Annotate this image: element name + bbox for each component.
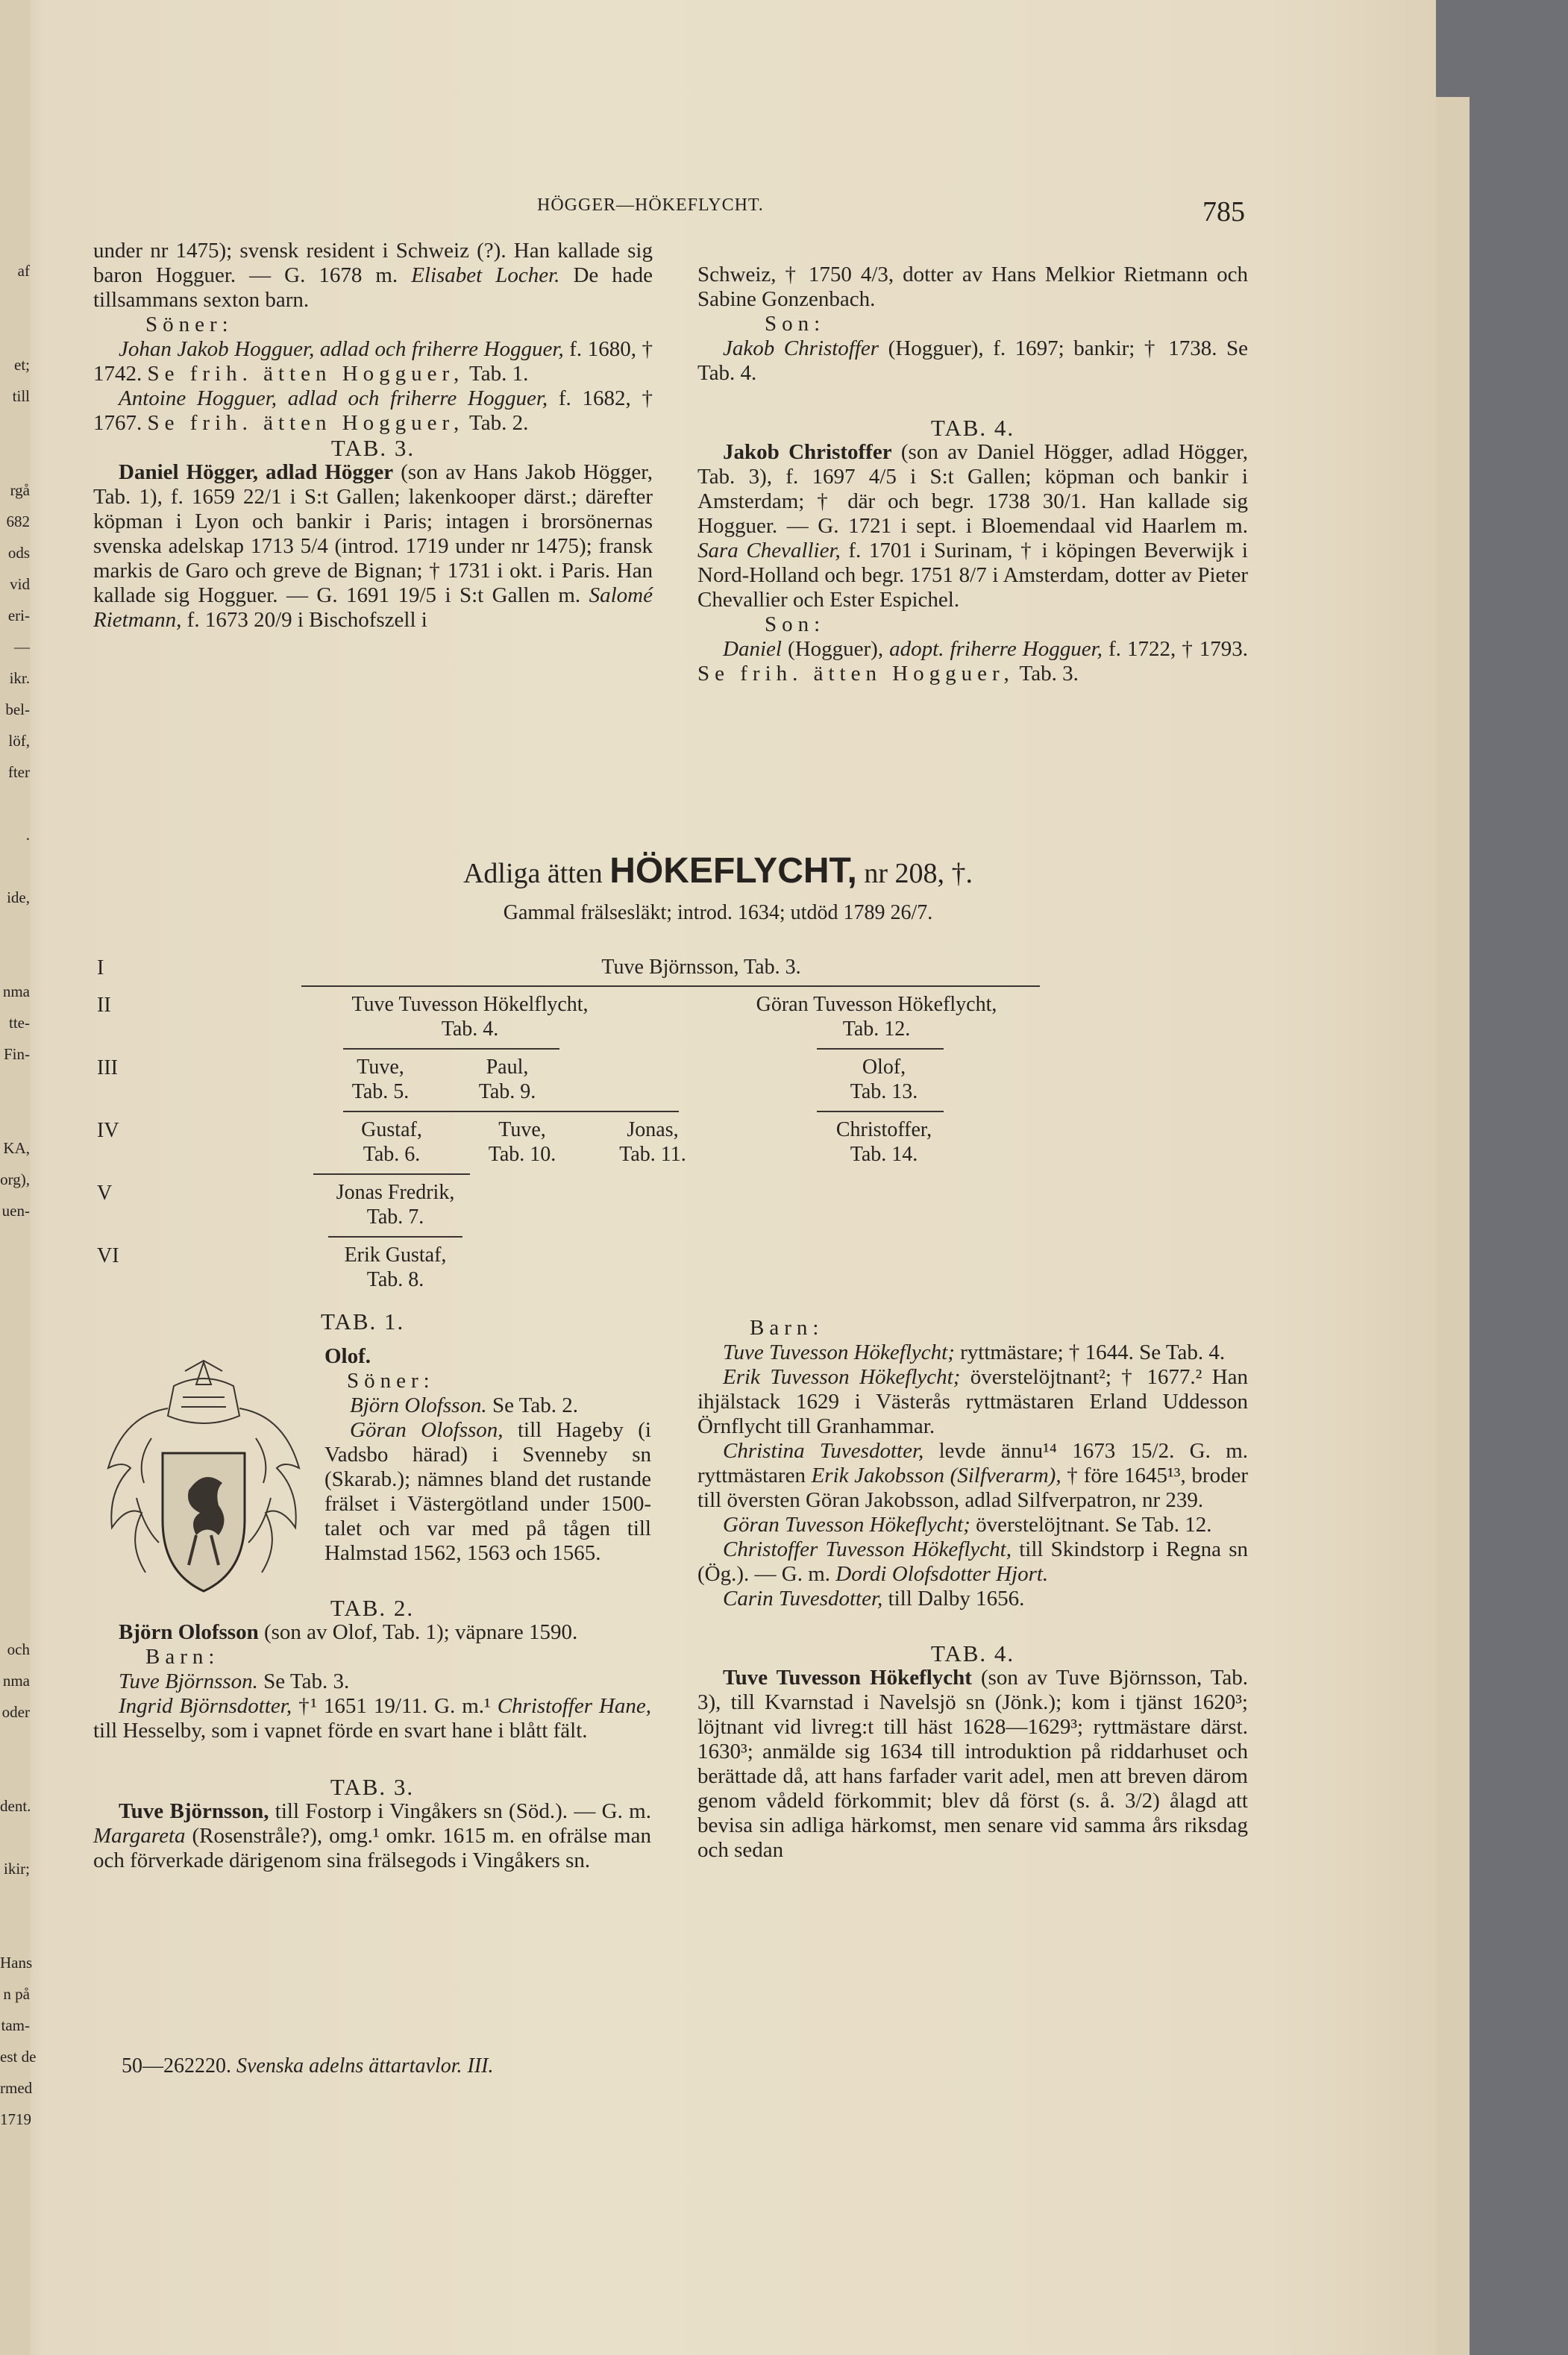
previous-page-fragment: dent. bbox=[0, 1797, 31, 1815]
generation-label: I bbox=[97, 956, 104, 979]
previous-page-fragment: Fin- bbox=[3, 1045, 30, 1063]
page-number: 785 bbox=[1202, 196, 1245, 228]
previous-page-fragment: est de bbox=[0, 2048, 37, 2066]
tree-node: Tuve, Tab. 10. bbox=[488, 1118, 556, 1166]
generation-label: II bbox=[97, 994, 111, 1017]
tree-connector bbox=[328, 1236, 462, 1238]
previous-page-fragment: uen- bbox=[1, 1202, 30, 1220]
tree-node: Gustaf, Tab. 6. bbox=[361, 1118, 422, 1166]
previous-page-fragment: org), bbox=[0, 1170, 30, 1188]
running-title: HÖGGER—HÖKEFLYCHT. bbox=[537, 195, 764, 215]
previous-page-fragment: . bbox=[25, 826, 30, 844]
previous-page-fragment: till bbox=[12, 387, 30, 405]
top-left-column: under nr 1475); svensk resident i Schweiz (?). Han kallade sig baron Hogguer. — G. 1678 m. Elisabet Locher. De hade tillsammans sexton barn. Söner: Johan Jakob Hogguer, adlad och friherre Hogguer, f. 1680, † 1742. Se frih. ätten Hogguer, Tab. 1. Antoine Hogguer, adlad och friherre Hogguer, f. 1682, † 1767. Se frih. ätten Hogguer, Tab. 2. TAB. 3. Daniel Högger, adlad Högger (son av Hans Jakob Högger, Tab. 1), f. 1659 22/1 i S:t Gallen; lakenkooper därst.; därefter köpman i Lyon och bankir i Paris; intagen i brorsönernas svenska adelskap 1713 5/4 (introd. 1719 under nr 1475); fransk markis de Garo och greve de Bignan; † 1731 i okt. i Paris. Han kallade sig Hogguer. — G. 1691 19/5 i S:t Gallen m. Salomé Rietmann, f. 1673 20/9 i Bischofszell i bbox=[93, 239, 653, 632]
previous-page-fragment: löf, bbox=[8, 732, 30, 750]
previous-page-fragment: rmed bbox=[0, 2079, 33, 2097]
tree-connector bbox=[301, 985, 1040, 987]
previous-page-fragment: ikir; bbox=[4, 1860, 30, 1878]
previous-page-fragment: ide, bbox=[7, 888, 30, 906]
tree-node: Tuve, Tab. 5. bbox=[351, 1056, 410, 1103]
tree-node: Tuve Tuvesson Hökelflycht, Tab. 4. bbox=[351, 993, 589, 1041]
top-right-column: Schweiz, † 1750 4/3, dotter av Hans Melkior Rietmann och Sabine Gonzenbach. Son: Jakob Christoffer (Hogguer), f. 1697; bankir; † 1738. Se Tab. 4. TAB. 4. Jakob Christoffer (son av Daniel Högger, adlad Högger, Tab. 3), f. 1697 4/5 i S:t Gallen; köpman och bankir i Amsterdam; † där och begr. 1738 30/1. Han kallade sig Hogguer. — G. 1721 i sept. i Bloemendaal vid Haarlem m. Sara Chevallier, f. 1701 i Surinam, † i köpingen Beverwijk i Nord-Holland och begr. 1751 8/7 i Amsterdam, dotter av Pieter Chevallier och Ester Espichel. Son: Daniel (Hogguer), adopt. friherre Hogguer, f. 1722, † 1793. Se frih. ätten Hogguer, Tab. 3. bbox=[697, 263, 1249, 686]
previous-page-fragment: fter bbox=[7, 763, 30, 781]
previous-page-fragment: tte- bbox=[9, 1014, 30, 1032]
previous-page-fragment: oder bbox=[1, 1703, 30, 1721]
page-edge bbox=[1436, 97, 1470, 2355]
tree-connector bbox=[817, 1111, 944, 1112]
previous-page-fragment: — bbox=[14, 638, 30, 656]
previous-page-fragment: af bbox=[17, 262, 30, 280]
tree-connector bbox=[343, 1111, 679, 1112]
previous-page-fragment: n på bbox=[3, 1985, 30, 2003]
tree-connector bbox=[313, 1173, 470, 1175]
tree-node: Christoffer, Tab. 14. bbox=[835, 1118, 932, 1166]
bottom-left-column: TAB. 1. Olof. Söner: Björn Olofsson. Se Tab. 2. Göran Olofsson, till Hageby (i Vadsbo härad) i Svenneby sn (Skarab.); nämnes bland det rustande frälset i Västergötland under 1500-talet och var med på tågen till Halmstad 1562, 1563 och 1565. TAB. 2. Björn Olofsson (son av Olof, Tab. 1); väpnare 1590. Barn: Tuve Björnsson. Se Tab. 3. Ingrid Björnsdotter, †¹ 1651 19/11. G. m.¹ Christoffer Hane, till Hesselby, som i vapnet förde en svart hane i blått fält. TAB. 3. Tuve Björnsson, till Fostorp i Vingåkers sn (Söd.). — G. m. Margareta (Rosenstråle?), omg.¹ omkr. 1615 m. en ofrälse man och förverkade därigenom sina frälsegods i Vingåkers sn. bbox=[93, 1308, 652, 1872]
previous-page-fragment: nma bbox=[2, 1672, 30, 1690]
generation-label: IV bbox=[97, 1119, 119, 1142]
tree-node: Tuve Björnsson, Tab. 3. bbox=[601, 956, 801, 979]
previous-page-fragment: ikr. bbox=[9, 669, 30, 687]
footer-signature: 50—262220. Svenska adelns ättartavlor. III. bbox=[122, 2054, 494, 2078]
previous-page-fragment: bel- bbox=[5, 700, 30, 718]
previous-page-fragment: 1719 bbox=[0, 2110, 31, 2128]
previous-page-fragment: vid bbox=[10, 575, 30, 593]
generation-label: V bbox=[97, 1182, 113, 1205]
previous-page-fragment: tam- bbox=[1, 2016, 30, 2034]
previous-page-fragment: 682 bbox=[6, 512, 30, 530]
tree-connector bbox=[817, 1048, 944, 1050]
previous-page-fragment: KA, bbox=[3, 1139, 30, 1157]
previous-page-fragment: nma bbox=[2, 982, 30, 1000]
tree-connector bbox=[343, 1048, 559, 1050]
tree-node: Jonas Fredrik, Tab. 7. bbox=[336, 1181, 455, 1229]
tree-node: Göran Tuvesson Hökeflycht, Tab. 12. bbox=[756, 993, 997, 1041]
generation-label: III bbox=[97, 1056, 118, 1079]
tree-node: Paul, Tab. 9. bbox=[478, 1056, 536, 1103]
previous-page-fragment: rgå bbox=[10, 481, 30, 499]
family-subtitle: Gammal frälsesläkt; introd. 1634; utdöd 1789 26/7. bbox=[503, 901, 933, 924]
generation-label: VI bbox=[97, 1244, 119, 1267]
tree-node: Erik Gustaf, Tab. 8. bbox=[344, 1244, 447, 1291]
tree-node: Jonas, Tab. 11. bbox=[619, 1118, 686, 1166]
previous-page-fragment: Hans bbox=[0, 1954, 33, 1972]
previous-page-fragment: ods bbox=[7, 544, 30, 562]
bottom-right-column: Barn: Tuve Tuvesson Hökeflycht; ryttmästare; † 1644. Se Tab. 4. Erik Tuvesson Hökeflycht; överstelöjtnant²; † 1677.² Han ihjälstack 1629 i Västerås ryttmästaren Erland Uddesson Örnflycht till Granhammar. Christina Tuvesdotter, levde ännu¹⁴ 1673 15/2. G. m. ryttmästaren Erik Jakobsson (Silfverarm), † före 1645¹³, broder till översten Göran Jakobsson, adlad Silfverpatron, nr 239. Göran Tuvesson Hökeflycht; överstelöjtnant. Se Tab. 12. Christoffer Tuvesson Hökeflycht, till Skindstorp i Regna sn (Ög.). — G. m. Dordi Olofsdotter Hjort. Carin Tuvesdotter, till Dalby 1656. TAB. 4. Tuve Tuvesson Hökeflycht (son av Tuve Björnsson, Tab. 3), till Kvarnstad i Navelsjö sn (Jönk.); kom i tjänst 1620³; löjtnant vid livreg:t till häst 1628—1629³; ryttmästare därst. 1630³; anmälde sig 1634 till introduktion på riddarhuset och berättade då, att hans farfader varit adel, men att breven därom genom vådeld förkommit; blev då först (s. å. 3/2) ålagd att bevisa sin adliga härkomst, men senare vid samma års riksdag och sedan bbox=[697, 1316, 1249, 1862]
tree-node: Olof, Tab. 13. bbox=[850, 1056, 918, 1103]
previous-page-fragment: och bbox=[7, 1640, 30, 1658]
previous-page-fragment: eri- bbox=[7, 606, 30, 624]
previous-page-fragment: et; bbox=[14, 356, 30, 374]
family-title: Adliga ätten HÖKEFLYCHT, nr 208, †. bbox=[462, 851, 973, 891]
